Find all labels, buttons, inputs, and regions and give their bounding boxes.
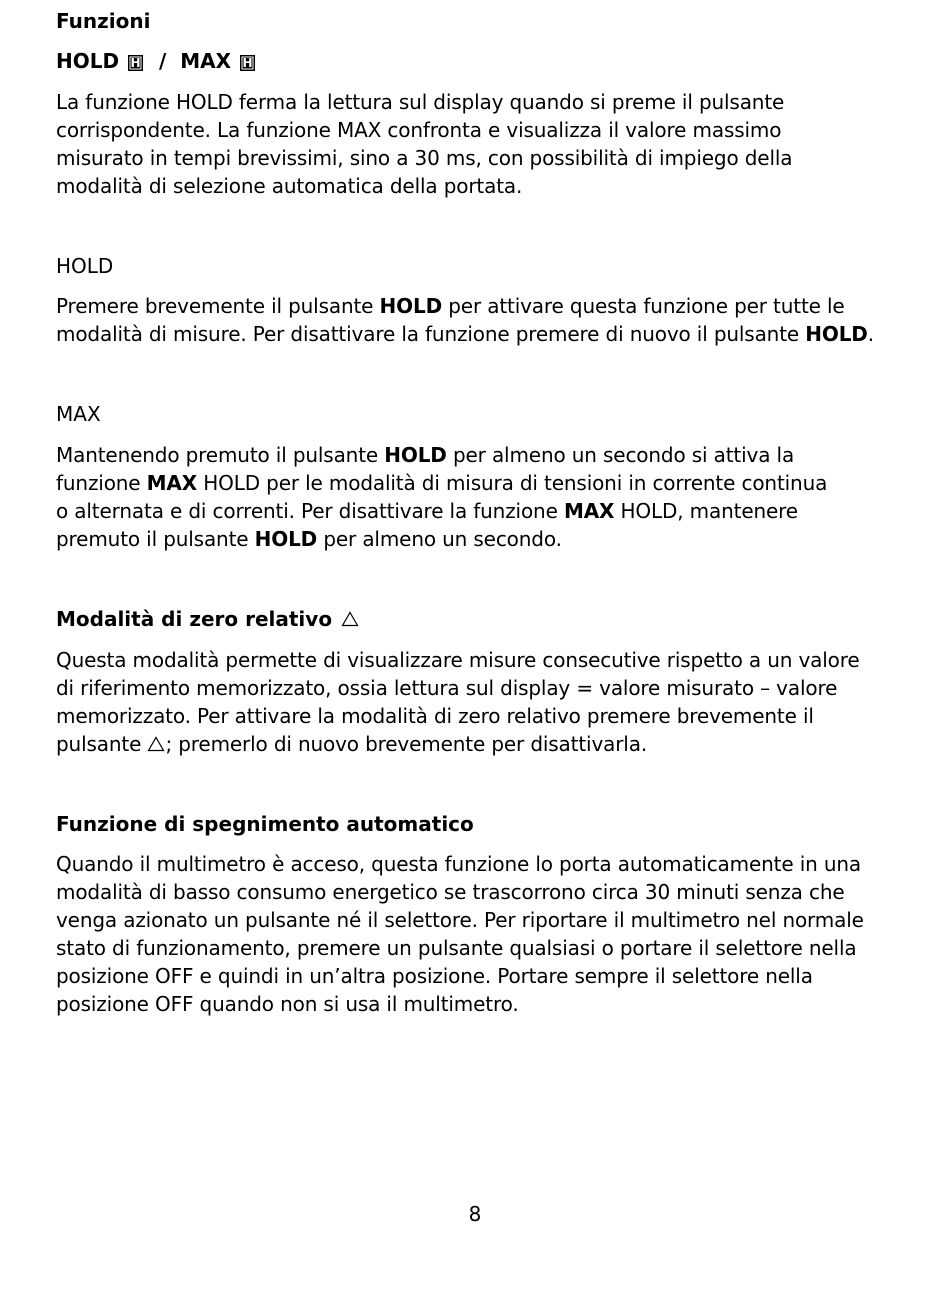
text-line: di riferimento memorizzato, ossia lettura sul display = valore misurato – valore (56, 676, 838, 700)
text-line: stato di funzionamento, premere un pulsante qualsiasi o portare il selettore nella (56, 936, 857, 960)
text-line: Questa modalità permette di visualizzare misure consecutive rispetto a un valore (56, 648, 860, 672)
hold-label: HOLD (56, 49, 120, 73)
relative-title: Modalità di zero relativo (56, 607, 333, 631)
text-line: modalità di basso consumo energetico se trascorrono circa 30 minuti senza che (56, 880, 845, 904)
text-line: misurato in tempi brevissimi, sino a 30 ms, con possibilità di impiego della (56, 146, 793, 170)
page-number: 8 (468, 1202, 482, 1226)
delta-triangle-icon (147, 736, 165, 752)
text-line: pulsante ; premerlo di nuovo brevemente per disattivarla. (56, 732, 648, 756)
text-line: memorizzato. Per attivare la modalità di zero relativo premere brevemente il (56, 704, 814, 728)
text-line: modalità di misure. Per disattivare la funzione premere di nuovo il pulsante HOLD. (56, 322, 874, 346)
hold-h-icon: H (128, 55, 143, 71)
section-title: Funzioni (56, 9, 151, 33)
text-line: posizione OFF e quindi in un’altra posizione. Portare sempre il selettore nella (56, 964, 813, 988)
text-line: corrispondente. La funzione MAX confronta e visualizza il valore massimo (56, 118, 782, 142)
delta-triangle-icon (341, 611, 359, 627)
auto-off-heading: Funzione di spegnimento automatico (56, 812, 474, 836)
text-line: Mantenendo premuto il pulsante HOLD per almeno un secondo si attiva la (56, 443, 795, 467)
heading-separator: / (152, 49, 174, 73)
text-line: premuto il pulsante HOLD per almeno un secondo. (56, 527, 562, 551)
max-paragraph (56, 441, 906, 553)
relative-heading (56, 605, 359, 633)
intro-paragraph (56, 88, 906, 200)
hold-paragraph (56, 292, 906, 348)
text-line: Premere brevemente il pulsante HOLD per attivare questa funzione per tutte le (56, 294, 845, 318)
text-line: o alternata e di correnti. Per disattivare la funzione MAX HOLD, mantenere (56, 499, 798, 523)
max-label: MAX (180, 49, 232, 73)
hold-subheading: HOLD (56, 254, 114, 278)
text-line: modalità di selezione automatica della portata. (56, 174, 523, 198)
text-line: venga azionato un pulsante né il selettore. Per riportare il multimetro nel normale (56, 908, 864, 932)
max-h-icon: H (240, 55, 255, 71)
max-subheading: MAX (56, 402, 101, 426)
auto-off-paragraph (56, 850, 906, 1018)
text-line: La funzione HOLD ferma la lettura sul display quando si preme il pulsante (56, 90, 785, 114)
text-line: funzione MAX HOLD per le modalità di misura di tensioni in corrente continua (56, 471, 828, 495)
relative-paragraph (56, 646, 906, 758)
text-line: posizione OFF quando non si usa il multimetro. (56, 992, 519, 1016)
hold-max-heading (56, 47, 257, 75)
text-line: Quando il multimetro è acceso, questa funzione lo porta automaticamente in una (56, 852, 862, 876)
